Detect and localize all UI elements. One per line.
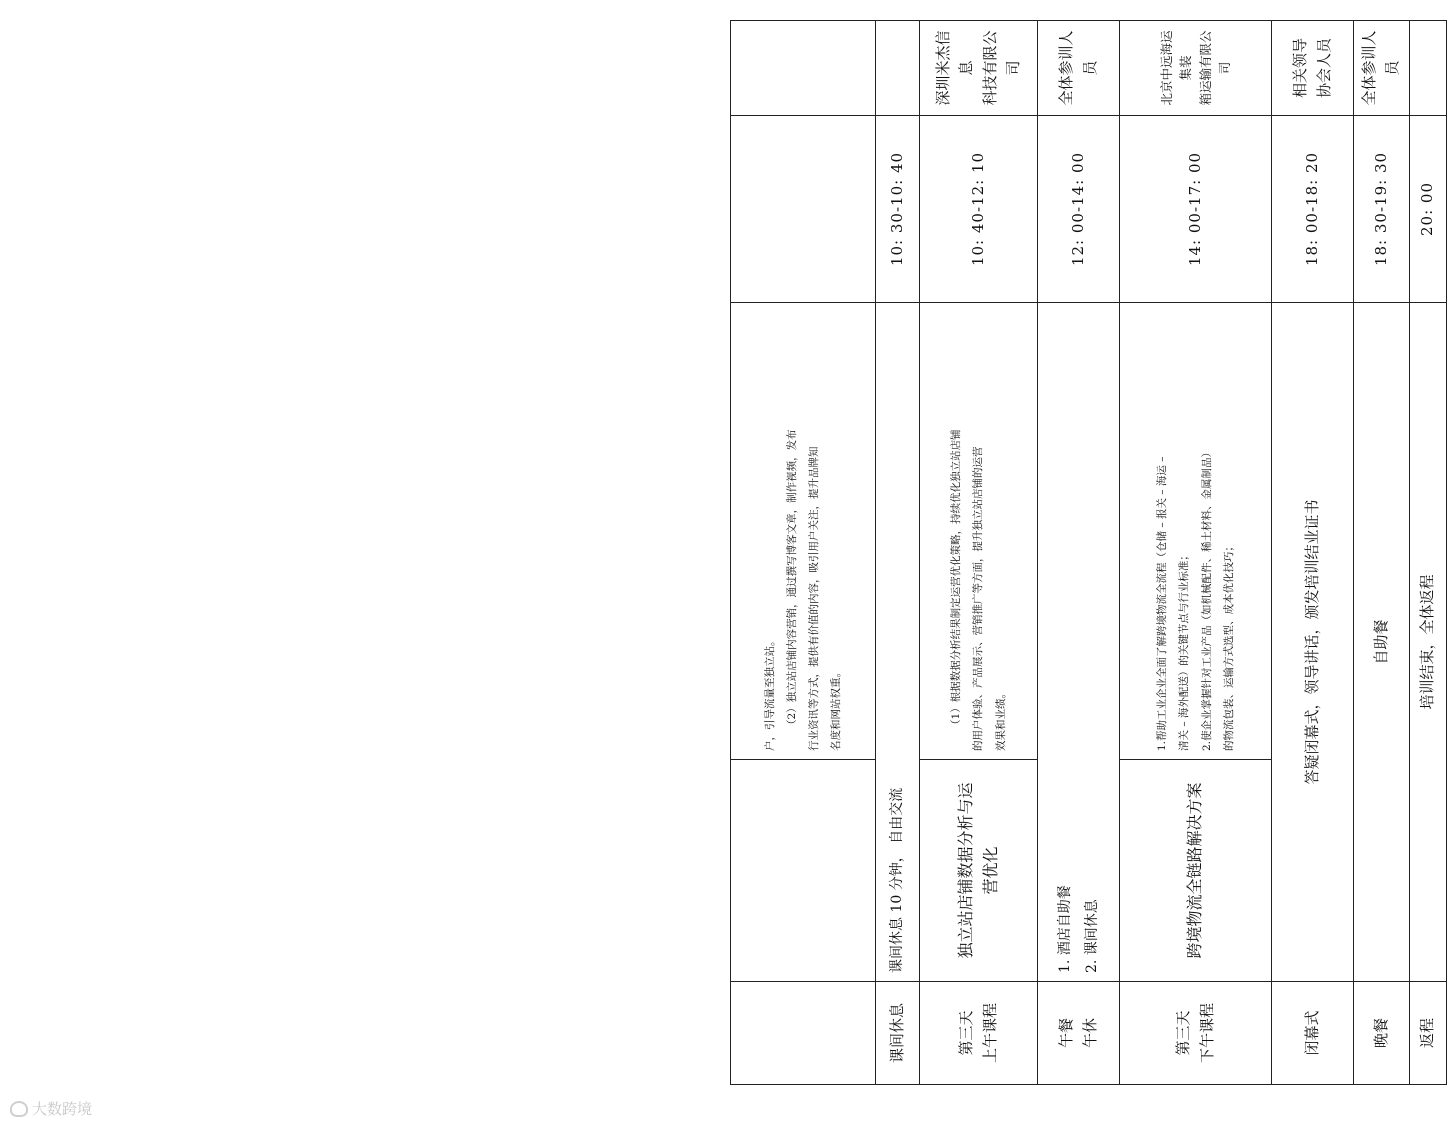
label-line: 午休: [1080, 1018, 1099, 1049]
content-line: 行业资讯等方式，提供有价值的内容，吸引用户关注，提升品牌知: [808, 446, 820, 751]
table-row: [731, 21, 876, 1085]
session-content: 答疑闭幕式，领导讲话，颁发培训结业证书: [1272, 303, 1354, 982]
session-topic: 跨境物流全链路解决方案: [1120, 760, 1272, 982]
table-row: [1038, 21, 1120, 1085]
topic-cell-empty: [731, 760, 876, 982]
table-row: [1409, 21, 1446, 1085]
session-content: [920, 303, 1038, 760]
label-line: 上午课程: [980, 1003, 999, 1064]
table-row: [1354, 21, 1410, 1085]
content-line: 1. 酒店自助餐: [1056, 885, 1073, 973]
session-time: 20: 00: [1409, 116, 1446, 303]
time-cell-empty: [731, 116, 876, 303]
speaker-cell-empty: [1409, 21, 1446, 116]
rotated-table-wrapper: [730, 20, 1436, 1085]
topic-line: 营优化: [980, 846, 1000, 895]
session-label: 返程: [1409, 982, 1446, 1085]
session-label: [920, 982, 1038, 1085]
table-row: [920, 21, 1038, 1085]
session-speaker: [1120, 21, 1272, 116]
table-row: [1272, 21, 1354, 1085]
session-label: 课间休息: [876, 982, 920, 1085]
session-speaker: [920, 21, 1038, 116]
session-content: [1120, 303, 1272, 760]
training-schedule-table: [730, 20, 1447, 1085]
session-label: [1038, 982, 1120, 1085]
content-line: 2. 课间休息: [1083, 899, 1100, 973]
watermark-text: 大数跨境: [32, 1100, 93, 1118]
session-speaker: [1272, 21, 1354, 116]
speaker-line: 深圳米杰信息: [934, 30, 976, 106]
session-time: 10: 40-12: 10: [920, 116, 1038, 303]
session-time: 12: 00-14: 00: [1038, 116, 1120, 303]
content-cell: [731, 303, 876, 760]
watermark: [10, 1098, 92, 1119]
session-content: 自助餐: [1354, 303, 1410, 982]
session-label: [1120, 982, 1272, 1085]
watermark-logo-icon: [10, 1101, 28, 1117]
content-line: 的用户体验、产品展示、营销推广等方面，提升独立站店铺的运营: [972, 446, 985, 751]
session-time: 18: 00-18: 20: [1272, 116, 1354, 303]
label-line: 第三天: [957, 1010, 976, 1056]
session-content: [1038, 303, 1120, 982]
label-line: 第三天: [1174, 1010, 1193, 1056]
content-line: 1.帮助工业企业全面了解跨境物流全流程（仓储 – 报关 – 海运 –: [1156, 456, 1169, 751]
session-speaker: 全体参训人员: [1354, 21, 1410, 116]
speaker-line: 科技有限公司: [980, 30, 1022, 106]
content-line: 户，引导流量至独立站。: [763, 635, 776, 751]
speaker-line: 协会人员: [1314, 38, 1333, 99]
table-row: [876, 21, 920, 1085]
session-time: 10: 30-10: 40: [876, 116, 920, 303]
speaker-line: 北京中远海运集装: [1158, 30, 1194, 106]
speaker-cell-empty: [876, 21, 920, 116]
session-time: 14: 00-17: 00: [1120, 116, 1272, 303]
session-label: 晚餐: [1354, 982, 1410, 1085]
session-speaker: 全体参训人员: [1038, 21, 1120, 116]
session-time: 18: 30-19: 30: [1354, 116, 1410, 303]
speaker-line: 箱运输有限公司: [1197, 30, 1232, 106]
content-line: 2.使企业掌握针对工业产品（如机械配件、稀土材料、金属制品）: [1200, 446, 1213, 751]
session-content: 课间休息 10 分钟， 自由交流: [876, 303, 920, 982]
speaker-line: 相关领导: [1291, 38, 1310, 99]
table-row: [1120, 21, 1272, 1085]
content-line: （1）根据数据分析结果制定运营优化策略，持续优化独立站店铺: [950, 429, 963, 730]
label-line: 午餐: [1057, 1018, 1076, 1049]
content-line: 名度和网站权重。: [830, 667, 843, 751]
label-line: 下午课程: [1197, 1003, 1216, 1064]
topic-line: 独立站店铺数据分析与运: [955, 782, 975, 959]
speaker-cell-empty: [731, 21, 876, 116]
session-label: 闭幕式: [1272, 982, 1354, 1085]
session-topic: [920, 760, 1038, 982]
session-content: 培训结束，全体返程: [1409, 303, 1446, 982]
content-line: 效果和业绩。: [994, 688, 1007, 751]
content-line: （2）独立站店铺内容营销，通过撰写博客文章，制作视频，发布: [785, 429, 798, 730]
label-cell-empty: [731, 982, 876, 1085]
content-line: 清关 – 海外配送）的关键节点与行业标准；: [1178, 550, 1191, 751]
content-line: 的物流包装、运输方式选型、成本优化技巧；: [1222, 541, 1235, 751]
